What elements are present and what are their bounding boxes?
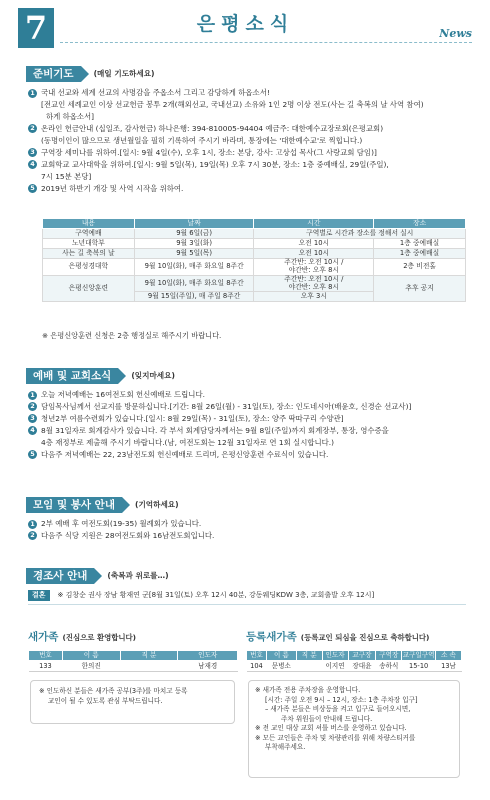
page-number: 7: [18, 8, 54, 48]
list-item-detail: (동명이인이 많으므로 생년월일을 필히 기록하여 주시기 바라며, 통장에는 '대한예수교'로 찍힙니다.): [41, 135, 363, 145]
worship-title: 예배 및 교회소식: [26, 368, 118, 384]
column-header: 교구장: [348, 651, 376, 661]
number-badge: 2: [28, 124, 37, 133]
number-badge: 2: [28, 402, 37, 411]
service-list: [28, 519, 468, 543]
events-subtitle: (축복과 위로를…): [107, 570, 169, 580]
registered-table: [246, 650, 462, 672]
table-header-row: [247, 651, 462, 661]
list-item: 5 2019년 하반기 개강 및 사역 시작을 위하여.: [28, 184, 468, 194]
newfamily-table: [28, 650, 238, 672]
list-item-detail: 하게 하옵소서]: [46, 111, 95, 121]
prayer-title: 준비기도: [26, 66, 81, 82]
note-line: ※ 인도하신 분들은 새가족 공부(3주)를 마치고 등록: [39, 687, 188, 695]
list-item-detail: 7시 15분 본당]: [41, 171, 92, 181]
table-row: 9월 15일(주일), 매 주일 8주간 오후 3시: [43, 292, 466, 302]
column-header: 날짜: [134, 219, 254, 229]
prayer-section-header: [26, 66, 155, 82]
table-row: 노년대학부 9월 3일(화) 오전 10시 1층 중예배실: [43, 239, 466, 249]
worship-section-header: [26, 368, 175, 384]
table-header-row: [29, 651, 238, 661]
table-row: 104 문병소 이지연 장대윤 송하식 15-10 13남: [247, 661, 462, 672]
events-divider: [28, 604, 466, 605]
prayer-list: [28, 88, 468, 196]
column-header: 이 름: [266, 651, 296, 661]
prayer-subtitle: (매일 기도하세요): [93, 68, 155, 78]
note-line: – 새가족 분들은 비상등을 켜고 입구로 들어오시면,: [265, 705, 411, 714]
list-item: 5 다음주 저녁예배는 22, 23남전도회 헌신예배로 드리며, 은평신앙훈련 수료식이 있습니다.: [28, 450, 468, 460]
list-item: 1 국내 선교와 세계 선교의 사명감을 주옵소서 그리고 감당하게 하옵소서!: [28, 88, 468, 98]
list-item: 2 다음주 식당 지원은 28여전도회와 16남전도회입니다.: [28, 531, 468, 541]
number-badge: 5: [28, 184, 37, 193]
column-header: 인도자: [178, 651, 238, 661]
note-line: ※ 새가족 전용 주차장을 운영합니다.: [255, 686, 361, 694]
list-item-detail: 4층 재정부로 제출해 주시기 바랍니다.(남, 여전도회는 12월 31일자로 연 1회 실시합니다.): [41, 437, 334, 447]
number-badge: 3: [28, 414, 37, 423]
page-title: 은평소식: [196, 13, 295, 35]
events-section-header: [26, 568, 169, 584]
column-header: 내용: [43, 219, 135, 229]
registered-header: [246, 630, 429, 644]
service-subtitle: (기억하세요): [134, 499, 179, 509]
number-badge: 3: [28, 148, 37, 157]
event-text: ※ 김창순 권사 장남 황재연 군[8월 31일(토) 오후 12시 40분, 강동웨딩KDW 3층, 교회출발 오후 12시]: [57, 591, 375, 599]
number-badge: 1: [28, 89, 37, 98]
column-header: 구역장: [376, 651, 402, 661]
list-item: 1 오늘 저녁예배는 16여전도회 헌신예배로 드립니다.: [28, 390, 468, 400]
column-header: 직 분: [296, 651, 322, 661]
training-note: ※ 은평신앙훈련 신청은 2층 행정실로 해주시기 바랍니다.: [42, 331, 222, 340]
number-badge: 4: [28, 160, 37, 169]
table-row: 133 한의진 남재경: [29, 661, 238, 672]
worship-subtitle: (잊지마세요): [131, 370, 175, 380]
table-header-row: [43, 219, 466, 229]
list-item: 3 청년2부 여름수련회가 있습니다.[일시: 8월 29일(목) - 31일(토), 장소: 양주 딱따구리 수양관]: [28, 414, 468, 424]
wedding-tag: 결혼: [28, 590, 50, 601]
list-item: 2 온라인 헌금안내 (십일조, 감사헌금) 하나은행: 394-810005-94404 예금주: 대한예수교장로회(은평교회): [28, 124, 468, 134]
column-header: 시간: [254, 219, 374, 229]
number-badge: 2: [28, 531, 37, 540]
note-line: 주차 위원들이 안내해 드립니다.: [281, 714, 373, 723]
list-item: 1 2부 예배 후 여전도회(19-35) 월례회가 있습니다.: [28, 519, 468, 529]
list-item: 4 교회학교 교사대학을 위하여.[일시: 9월 5일(목), 19일(목) 오후 7시 30분, 장소: 1층 중예배실, 29일(주일),: [28, 160, 468, 170]
table-row: 은평성경대학 9월 10일(화), 매주 화요일 8주간 주간반: 오전 10시 / 야간반: 오후 8시 2층 비전홀: [43, 259, 466, 276]
table-row: 은평신앙훈련 9월 10일(화), 매주 화요일 8주간 주간반: 오전 10시 / 야간반: 오후 8시 추후 공지: [43, 275, 466, 292]
column-header: 장소: [374, 219, 466, 229]
header-divider: [60, 42, 472, 43]
newfamily-subtitle: (진심으로 환영합니다): [62, 633, 137, 642]
service-section-header: [26, 497, 179, 513]
registered-subtitle: (등록교인 되심을 진심으로 축하합니다): [300, 633, 430, 642]
column-header: 번호: [29, 651, 63, 661]
worship-list: [28, 390, 468, 462]
column-header: 소 속: [436, 651, 462, 661]
list-item: 4 8월 31일자로 회계감사가 있습니다. 각 부서 회계담당자께서는 9월 8일(주일)까지 회계장부, 통장, 영수증을: [28, 426, 468, 436]
table-row: 구역예배 9월 6일(금) 구역별로 시간과 장소를 정해서 실시: [43, 229, 466, 239]
registered-note-box: [248, 680, 460, 778]
event-row: [28, 590, 374, 601]
column-header: 직 분: [120, 651, 178, 661]
note-line: 부착해주세요.: [265, 743, 306, 752]
note-line: 교인이 될 수 있도록 관심 부탁드립니다.: [48, 696, 163, 705]
column-header: 이 름: [62, 651, 120, 661]
service-title: 모임 및 봉사 안내: [26, 497, 122, 513]
note-line: ※ 모든 교인들은 주차 및 차량관리를 위해 차량스티커를: [255, 733, 416, 742]
newfamily-header: [28, 630, 136, 644]
list-item: 3 구역장 세미나를 위하여.[일시: 9월 4일(수), 오후 1시, 장소: 본당, 강사: 고상섭 목사(그 사랑교회 담임)]: [28, 148, 468, 158]
note-line: [시간: 주일 오전 9시 – 12시, 장소: 1층 주차장 입구]: [265, 695, 418, 704]
column-header: 교구일구역: [402, 651, 435, 660]
number-badge: 1: [28, 391, 37, 400]
column-header: 번호: [247, 651, 267, 661]
list-item-detail: [전교인 세례교인 이상 선교헌금 봉투 2개(해외선교, 국내선교) 소유와 1인 2명 이상 전도(사는 길 축복의 날 사역 참여): [41, 99, 424, 109]
number-badge: 1: [28, 520, 37, 529]
number-badge: 5: [28, 450, 37, 459]
newfamily-title: 새가족: [28, 631, 59, 643]
list-item: 2 담임목사님께서 선교지를 방문하십니다.[기간: 8월 26일(월) - 31일(토), 장소: 인도네시아(배윤호, 신경순 선교사)]: [28, 402, 468, 412]
registered-title: 등록새가족: [246, 631, 297, 643]
events-title: 경조사 안내: [26, 568, 94, 584]
column-header: 인도자: [322, 651, 348, 661]
note-line: ※ 전 교인 대상 교회 셔틀 버스를 운영하고 있습니다.: [255, 724, 407, 733]
schedule-table: [42, 218, 466, 302]
news-label: News: [439, 27, 472, 40]
number-badge: 4: [28, 426, 37, 435]
table-row: 사는 길 축복의 날 9월 5일(목) 오전 10시 1층 중예배실: [43, 249, 466, 259]
newfamily-note-box: [30, 680, 235, 724]
